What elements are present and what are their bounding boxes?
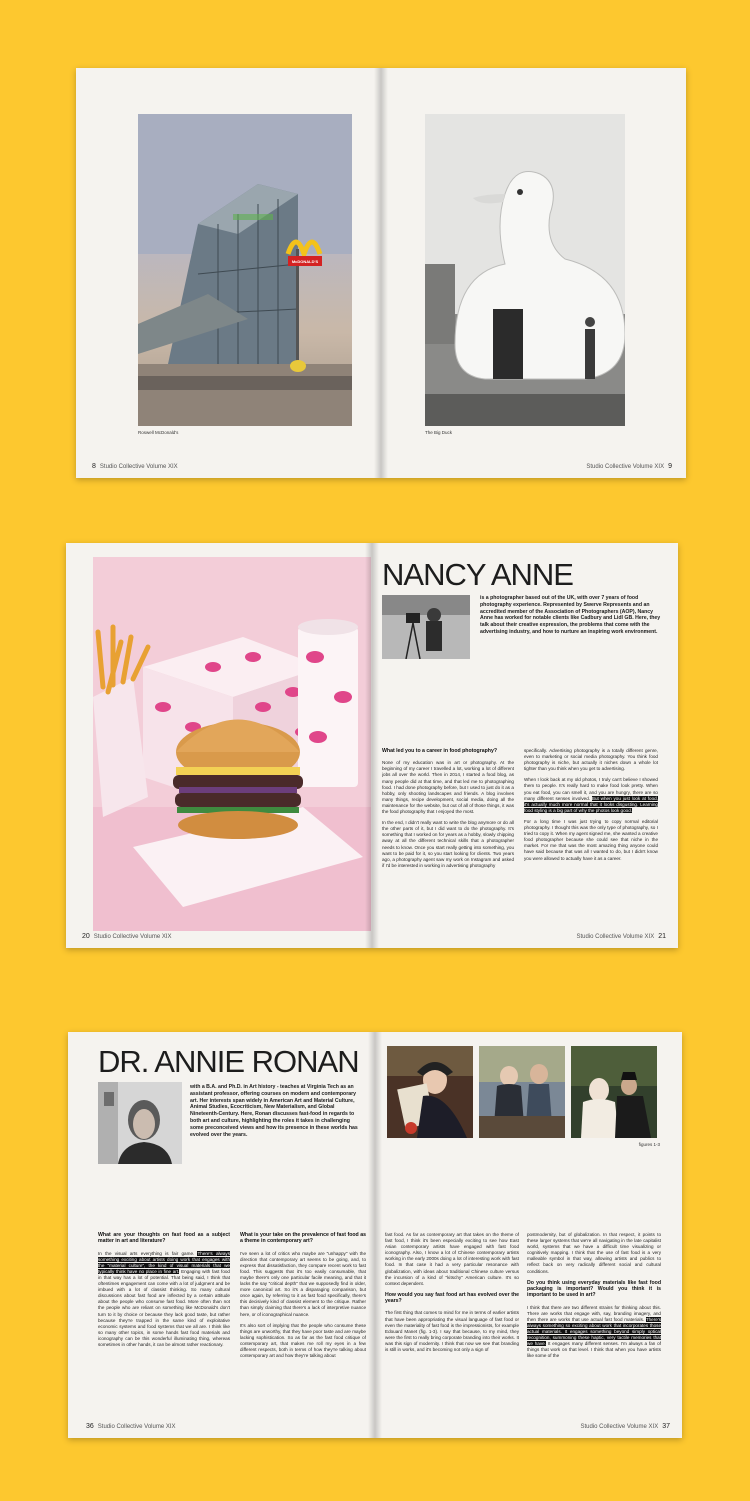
paragraph: fast food. As far as contemporary art that takes on the theme of fast food, I think it's been especially exciting to see how East Asian contemporary artists have engaged with fast food iconography. Also, I know a lot of Chinese contemporary artists working in the early 2000s doing a lot of interesting work with fast food. In that case it had a very particular resonance with globalization, with ideas about traditional Chinese culture versus the incursion of a kind of "kitschy" American culture. It's so context dependent.: [385, 1232, 519, 1286]
spine-shadow: [374, 68, 388, 478]
folio-right: [586, 463, 672, 470]
magazine-name: Studio Collective Volume XIX: [586, 464, 665, 470]
paragraph-text: I think that there are two different strains for thinking about this. There are works that engage with, say, branding imagery, and then there are works that use actual fast food materials.: [527, 1304, 661, 1322]
paragraph-text: When I look back at my old photos, I truly can't believe I showed them to people. It's really hard to make food look pretty. When you eat food, you can smell it, and you are hungry, there are so many different senses involved.: [524, 777, 658, 801]
page-number: 36: [86, 1423, 94, 1430]
figures-caption: figures 1-3: [638, 1142, 660, 1147]
page-number: 8: [92, 463, 96, 470]
painting-illustration: [387, 1046, 473, 1138]
big-duck-illustration: [425, 114, 625, 426]
spread-1: [76, 68, 686, 478]
highlighted-text: There's always something exciting about artists doing work that engages with the "material culture", the kind of visual materials that we typically think have no place in fine art.: [98, 1250, 230, 1274]
mcdonalds-illustration: [138, 114, 352, 426]
portrait-photo: [382, 595, 470, 659]
highlighted-text: There's always something so exciting about work that incorporates those actual materials. It engages something beyond simply optical recognition, summoning these haptic, very tactile memories that we have.: [527, 1316, 661, 1347]
page-number: 9: [668, 463, 672, 470]
folio-right: [576, 933, 666, 940]
paragraph: The first thing that comes to mind for me in terms of earlier artists that have been appropriating the visual language of fast food or even the materiality of fast food is the impressionists, for example Edouard Manet (fig. 1-3). I say that because, to my mind, they were the first to really bring corporate branding into their works. It was this sign of modernity. I think that now we see that branding is still in works, and it's becoming not only a sign of: [385, 1310, 519, 1352]
text-column-1: [98, 1232, 230, 1422]
paragraph-text: It engages many different senses. I'm always a fan of things that work on that level. I think that when you have artists like some of the: [527, 1341, 661, 1359]
portrait-photo: [98, 1082, 182, 1164]
figure-3-painting: [571, 1046, 657, 1138]
interview-title: NANCY ANNE: [382, 557, 573, 592]
page-number: 21: [658, 933, 666, 940]
mcdonalds-photo: [138, 114, 352, 426]
paragraph: For a long time I was just trying to copy normal editorial photography. I thought this was the only type of photography, so I tried to copy it. When my agent signed me, she wanted a creative food photographer because she could see that niche in the market. For me that was the most amazing thing anyone could have said because that was all I wanted to do, but I didn't know you were allowed to actually have it as a career.: [524, 818, 658, 861]
folio-left: [86, 1423, 176, 1430]
paragraph: [98, 1251, 230, 1349]
spine-shadow: [365, 543, 379, 948]
photo-caption: The Big Duck: [425, 430, 453, 435]
folio-left: [92, 463, 178, 470]
page-number: 37: [662, 1423, 670, 1430]
text-column-1: [385, 1232, 519, 1422]
magazine-name: Studio Collective Volume XIX: [97, 1424, 176, 1430]
burger-illustration: [93, 557, 371, 931]
paragraph: None of my education was in art or photography. At the beginning of my career I travelled a lot, working a lot of different jobs all over the world. Then in 2014, I started a food blog, as many people did at that time, and that led me to photographing food. I had done photography before, but I used to just do it as a hobby, only shooting landscapes and friends. A blog involves many things, recipe development, social media, doing all the maintenance for the website, but out of all of those things, it was the food photography that I enjoyed the most.: [382, 760, 514, 815]
page-36: [68, 1032, 375, 1438]
text-column-2: [524, 748, 658, 936]
question-heading: How would you say fast food art has evolved over the years?: [385, 1291, 519, 1305]
question-heading: What are your thoughts on fast food as a subject matter in art and literature?: [98, 1232, 230, 1245]
magazine-name: Studio Collective Volume XIX: [576, 934, 655, 940]
page-8: [76, 68, 381, 478]
portrait-illustration: [98, 1082, 182, 1164]
highlighted-text: But when you just look at food, it's actually much more normal that it looks disgusting. Learning food styling is a big part of why the photos look good.: [524, 795, 658, 813]
paragraph: [524, 777, 658, 814]
question-heading: What is your take on the prevalence of fast food as a theme in contemporary art?: [240, 1232, 366, 1245]
page-number: 20: [82, 933, 90, 940]
folio-right: [580, 1423, 670, 1430]
interview-title: DR. ANNIE RONAN: [98, 1044, 359, 1079]
painting-illustration: [479, 1046, 565, 1138]
mcdonalds-sign-text: McDONALD'S: [291, 259, 319, 264]
paragraph-text: Engaging with fast food in that way has a lot of potential. That being said, I think that oftentimes engagement can come with a lot of judgment and be imbued with a lot of classist thinking. So many cultural discussions about fast food are inflected by a certain attitude about the people who consume fast food. More often than not the people who are reliant on something like McDonald's don't turn to it by choice or because they lack good taste, but rather because they're trapped in the same kind of exploitative economic systems and food systems that we all are. I think like so many other topics, in some hands fast food materials and iconography can be this wonderful illuminating thing, whereas sometimes in other hands, it can be almost rather reactionary.: [98, 1268, 230, 1347]
paragraph: It's also sort of implying that the people who consume these things are unworthy, that they have poor taste and are maybe lacking sophistication. So as far as the fast food critique of contemporary art, that makes me roll my eyes in a few different respects, both in terms of how they're talking about contemporary art and how they're talking about: [240, 1322, 366, 1359]
big-duck-photo: [425, 114, 625, 426]
burger-photo: [93, 557, 371, 931]
magazine-name: Studio Collective Volume XIX: [99, 464, 178, 470]
paragraph: [527, 1305, 661, 1360]
page-21: [372, 543, 678, 948]
magazine-name: Studio Collective Volume XIX: [93, 934, 172, 940]
paragraph: specifically. Advertising photography is a totally different genre, even to marketing or social media photography. You think food photography is niche, but actually it niches down a whole lot tighter than you think when you get to advertising.: [524, 748, 658, 772]
question-heading: What led you to a career in food photography?: [382, 748, 497, 754]
paragraph: In the end, I didn't really want to write the blog anymore or do all the other parts of it, but I did want to do the photography. It's something that I worked on for years as a hobby, slowly chipping away at all the different technical skills that a photographer needs to know. Once you start really getting into something, you want to be paid for it, so you start looking for clients. Two years ago, a photography agent saw my work on Instagram and asked if I'd be interested in working in advertising photography: [382, 820, 514, 868]
photo-caption: Roswell McDonald's: [138, 430, 179, 435]
page-37: [375, 1032, 682, 1438]
question-heading: Do you think using everyday materials like fast food packaging is important? Would you think it is important to be used in art?: [527, 1279, 661, 1299]
text-column-2: [240, 1232, 366, 1422]
page-9: [381, 68, 686, 478]
paragraph-text: In the visual arts everything is fair game.: [98, 1250, 195, 1256]
spread-2: [66, 543, 678, 948]
figure-1-painting: [387, 1046, 473, 1138]
figure-2-painting: [479, 1046, 565, 1138]
spread-3: [68, 1032, 682, 1438]
paragraph: I've seen a lot of critics who maybe are "unhappy" with the direction that contemporary art seems to be going, and, to express that dissatisfaction, they compare recent work to fast food. This suggests that it's too easily consumable, that maybe there's only one particular facile meaning, and that it lacks the say "critical depth" that we supposedly find in older, more canonical art. So it's a disparaging comparison, but once again, by referring to it as fast food specifically, there's this decisively kind of classist element to the critique. Rather than simply claiming that there's a lack of interpretive nuance here, or of iconographical nuance.: [240, 1250, 366, 1317]
page-20: [66, 543, 372, 948]
text-column-1: [382, 748, 514, 936]
interview-intro: is a photographer based out of the UK, with over 7 years of food photography experience. Represented by Swerve Represents and an accredited member of the Association of Photographers (AOP), Nancy Anne has worked for notable clients like Cadbury and Lidl GB. Here, they talk about their creative expression, the problems that come with the advertising industry, and how to nurture an inspiring work environment.: [480, 595, 661, 635]
interview-intro: with a B.A. and Ph.D. in Art history - teaches at Virginia Tech as an assistant professor, offering courses on modern and contemporary art. Her interests span widely in American Art and Material Culture, Animal Studies, Ecocriticism, New Materialism, and Global Nineteenth-Century. Here, Ronan discusses fast-food in regards to both art and culture, highlighting the roles it takes in challenging some preconceived views and how its presence in these worlds has evolved over the years.: [190, 1084, 358, 1138]
paragraph: postmodernity, but of globalization. In that respect, it points to these larger systems that we're all navigating in the late capitalist world, systems that we have a difficult time visualizing or cognitively mapping. I think that the use of fast food is a very malleable symbol in that way, allowing artists and publics to reflect back on very radically different social and cultural conditions.: [527, 1232, 661, 1274]
painting-illustration: [571, 1046, 657, 1138]
portrait-illustration: [382, 595, 470, 659]
folio-left: [82, 933, 172, 940]
magazine-name: Studio Collective Volume XIX: [580, 1424, 659, 1430]
spine-shadow: [368, 1032, 382, 1438]
text-column-2: [527, 1232, 661, 1422]
